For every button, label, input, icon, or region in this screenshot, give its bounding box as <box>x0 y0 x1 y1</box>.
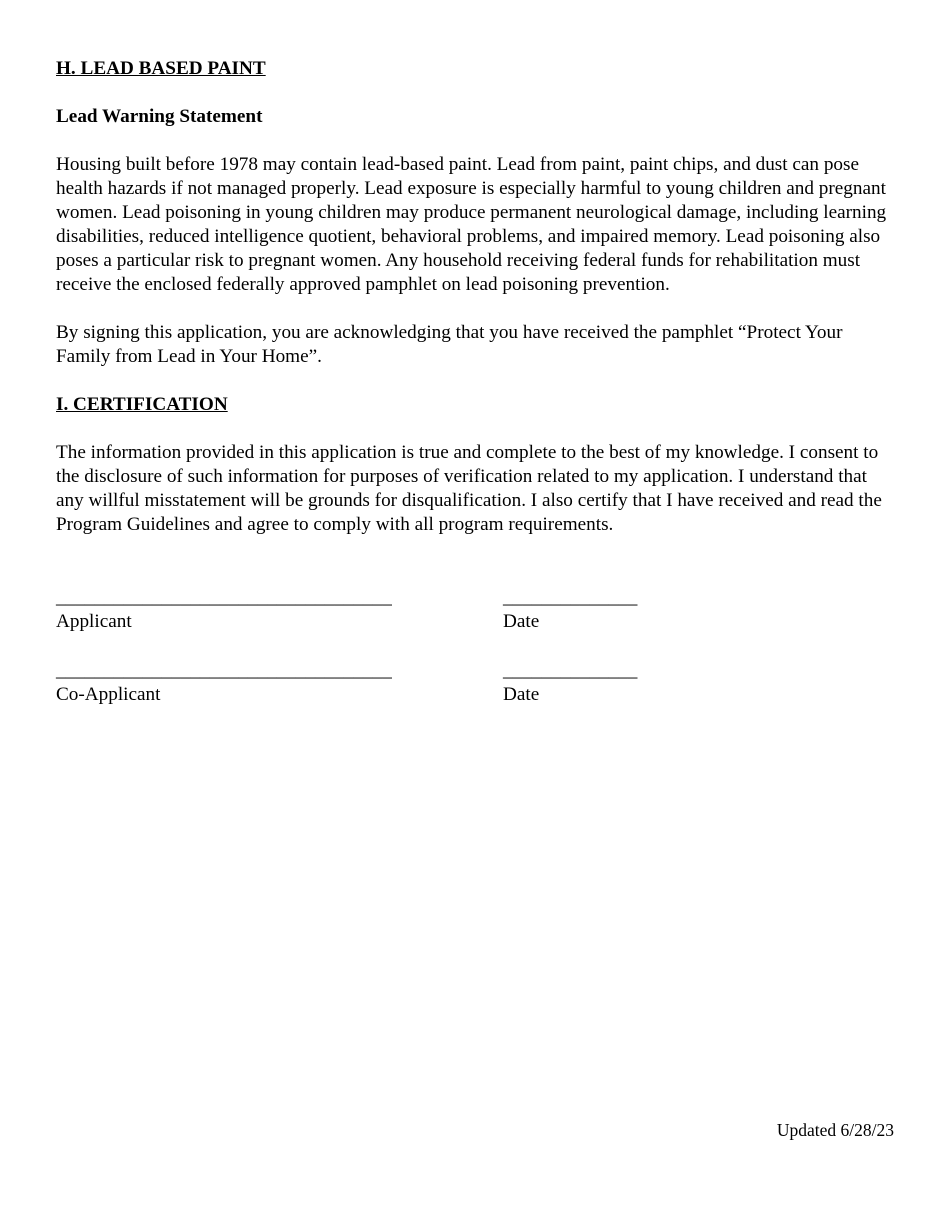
certification-paragraph: The information provided in this application is true and complete to the best of my knowledge. I consent to the disclosure of such information for purposes of verification related to my application. I understand that any willful misstatement will be grounds for disqualification. I also certify that I have received and read the Program Guidelines and agree to comply with all program requirements. <box>56 442 882 535</box>
lead-warning-subheading: Lead Warning Statement <box>56 106 263 127</box>
applicant-date-line[interactable]: ______________ <box>503 587 638 608</box>
co-applicant-signature-row <box>56 659 896 707</box>
applicant-signature-line[interactable]: ___________________________________ <box>56 587 392 608</box>
co-applicant-date-label: Date <box>503 684 540 705</box>
co-applicant-label: Co-Applicant <box>56 684 161 705</box>
updated-date-footer: Updated 6/28/23 <box>776 1120 894 1140</box>
co-applicant-date-line[interactable]: ______________ <box>503 660 638 681</box>
lead-warning-paragraph: Housing built before 1978 may contain lead-based paint. Lead from paint, paint chips, and dust can pose health hazards if not managed properly. Lead exposure is especially harmful to young children and pregnant women. Lead poisoning in young children may produce permanent neurological damage, including learning disabilities, reduced intelligence quotient, behavioral problems, and impaired memory. Lead poisoning also poses a particular risk to pregnant women. Any household receiving federal funds for rehabilitation must receive the enclosed federally approved pamphlet on lead poisoning prevention. <box>56 154 887 295</box>
section-h-heading: H. LEAD BASED PAINT <box>56 58 266 79</box>
applicant-date-label: Date <box>503 611 540 632</box>
document-body <box>56 57 896 537</box>
applicant-label: Applicant <box>56 611 132 632</box>
section-i-heading: I. CERTIFICATION <box>56 394 228 415</box>
applicant-signature-row <box>56 586 896 634</box>
pamphlet-acknowledgement-paragraph: By signing this application, you are acknowledging that you have received the pamphlet “Protect Your Family from Lead in Your Home”. <box>56 322 843 367</box>
co-applicant-signature-line[interactable]: ___________________________________ <box>56 660 392 681</box>
